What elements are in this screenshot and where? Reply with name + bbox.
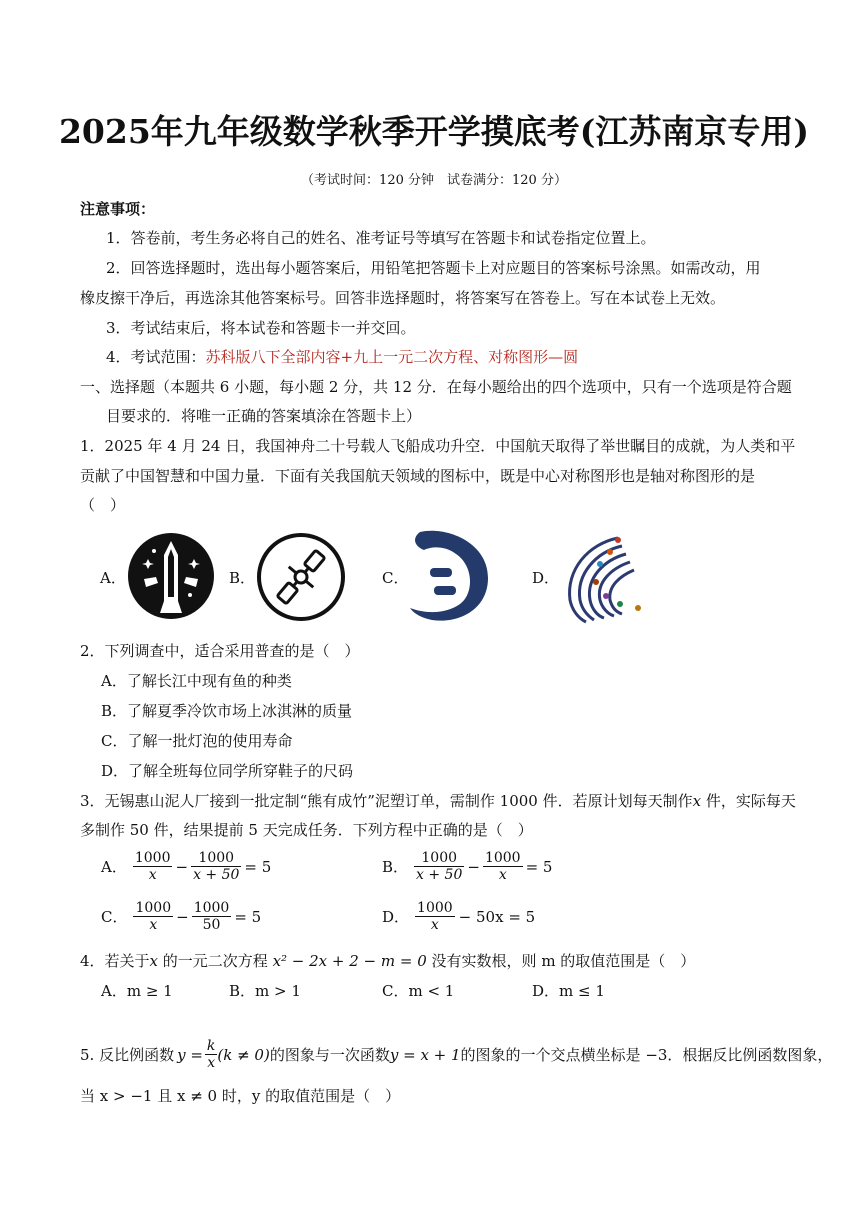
section-1-header-line-2: 目要求的．将唯一正确的答案填涂在答题卡上） (106, 407, 422, 425)
q3-b-fraction-2 (483, 850, 523, 883)
q1-stem-line-1: 1．2025 年 4 月 24 日，我国神舟二十号载人飞船成功升空．中国航天取得了举世瞩目的成就，为人类和平 (80, 437, 796, 455)
minus-sign: − (175, 857, 189, 876)
q4-stem-pre: 4．若关于 (80, 952, 150, 970)
q3-stem-line-2: 多制作 50 件，结果提前 5 天完成任务．下列方程中正确的是（ ） (80, 821, 533, 839)
numerator: 1000 (135, 900, 172, 916)
q1-option-d-label: D． (532, 569, 560, 587)
page-title: 2025年九年级数学秋季开学摸底考(江苏南京专用) (58, 112, 810, 151)
notes-heading: 注意事项： (80, 200, 156, 218)
q5-fraction (205, 1038, 217, 1071)
q4-stem-mid: 的一元二次方程 (158, 952, 273, 970)
note-4-prefix: 4．考试范围： (106, 348, 206, 366)
q4-equation: x² − 2x + 2 − m = 0 (272, 952, 427, 970)
q1-stem-line-3: （ ） (80, 496, 126, 514)
q2-option-d: D．了解全班每位同学所穿鞋子的尺码 (101, 762, 354, 780)
q4-var-x: x (149, 952, 159, 970)
denominator: x (498, 867, 507, 883)
denominator: x + 50 (416, 867, 463, 883)
q3-a-fraction-2 (191, 850, 241, 883)
numerator: 1000 (193, 900, 230, 916)
q5-func-lhs: y = (177, 1045, 203, 1064)
q3-option-d (382, 900, 535, 933)
numerator: k (206, 1038, 216, 1054)
q4-option-d: D．m ≤ 1 (532, 982, 605, 1000)
q3-a-fraction-1 (133, 850, 173, 883)
q2-option-c: C．了解一批灯泡的使用寿命 (101, 732, 293, 750)
numerator: 1000 (191, 850, 241, 867)
equals-rhs: = 5 (234, 907, 262, 926)
exam-info: （考试时间：120 分钟 试卷满分：120 分） (301, 173, 567, 188)
rocket-logo-icon (126, 531, 216, 621)
denominator: 50 (202, 917, 221, 933)
q1-option-b-label: B． (229, 569, 256, 587)
q3-option-a-label: A． (101, 858, 127, 876)
q1-option-c-label: C． (382, 569, 409, 587)
note-2-line-2: 橡皮擦干净后，再选涂其他答案标号。回答非选择题时，将答案写在答卷上。写在本试卷上无效。 (80, 289, 726, 307)
denominator: x (149, 917, 158, 933)
numerator: 1000 (417, 900, 453, 916)
q3-stem-pre: 3．无锡惠山泥人厂接到一批定制“熊有成竹”泥塑订单，需制作 1000 件．若原计划每天制作 (80, 792, 693, 810)
section-1-header-line-1: 一、选择题（本题共 6 小题，每小题 2 分，共 12 分．在每小题给出的四个选项中，只有一个选项是符合题 (80, 378, 792, 396)
q3-option-b (382, 850, 552, 883)
d-tail-expression: − 50x = 5 (458, 907, 536, 926)
q3-option-b-label: B． (382, 858, 409, 876)
q4-option-b: B．m > 1 (229, 982, 301, 1000)
numerator: 1000 (414, 850, 464, 867)
q1-stem-line-2: 贡献了中国智慧和中国力量．下面有关我国航天领域的图标中，既是中心对称图形也是轴对称图形的是 (80, 467, 756, 485)
q5-pre: 5. 反比例函数 (80, 1046, 175, 1064)
q2-option-b: B．了解夏季冷饮市场上冰淇淋的质量 (101, 702, 353, 720)
equals-rhs: = 5 (244, 857, 272, 876)
note-2-line-1: 2．回答选择题时，选出每小题答案后，用铅笔把答题卡上对应题目的答案标号涂黑。如需改动，用 (106, 259, 761, 277)
numerator: 1000 (484, 850, 521, 866)
q3-var-x: x (692, 792, 702, 810)
q3-stem-post: 件，实际每天 (701, 792, 796, 810)
denominator: x (148, 867, 157, 883)
q3-option-c (101, 900, 261, 933)
q3-option-d-label: D． (382, 908, 410, 926)
orbit-logo-icon (558, 530, 650, 626)
q3-stem-line-1 (80, 791, 796, 811)
minus-sign: − (176, 907, 189, 926)
q3-c-fraction-2 (192, 900, 232, 933)
q3-d-fraction-1 (415, 900, 455, 933)
q3-b-fraction-1 (414, 850, 464, 883)
q2-stem: 2．下列调查中，适合采用普查的是（ ） (80, 642, 360, 660)
q3-c-fraction-1 (133, 900, 173, 933)
denominator: x (207, 1055, 216, 1071)
chang-e-brush-logo-icon (406, 524, 496, 626)
denominator: x + 50 (193, 867, 240, 883)
note-1: 1．答卷前，考生务必将自己的姓名、准考证号等填写在答题卡和试卷指定位置上。 (106, 229, 656, 247)
q3-option-c-label: C． (101, 908, 128, 926)
q2-option-a: A．了解长江中现有鱼的种类 (101, 672, 292, 690)
q4-option-c: C．m < 1 (382, 982, 455, 1000)
q5-stem-line-1 (80, 1038, 832, 1071)
q3-option-a (101, 850, 271, 883)
equals-rhs: = 5 (525, 857, 553, 876)
satellite-logo-icon (255, 531, 347, 623)
q5-post: 的图象的一个交点横坐标是 −3．根据反比例函数图象， (460, 1046, 833, 1064)
q4-stem (80, 951, 695, 971)
note-4 (106, 347, 578, 367)
q5-linear: y = x + 1 (389, 1045, 461, 1064)
q5-mid: 的图象与一次函数 (269, 1046, 390, 1064)
q1-option-a-label: A． (100, 569, 126, 587)
q5-condition: (k ≠ 0) (217, 1045, 270, 1064)
note-3: 3．考试结束后，将本试卷和答题卡一并交回。 (106, 319, 416, 337)
q5-stem-line-2: 当 x > −1 且 x ≠ 0 时，y 的取值范围是（ ） (80, 1087, 401, 1105)
q4-stem-post: 没有实数根，则 m 的取值范围是（ ） (426, 952, 696, 970)
numerator: 1000 (134, 850, 171, 866)
denominator: x (430, 917, 439, 933)
minus-sign: − (467, 857, 480, 876)
exam-scope: 苏科版八下全部内容+九上一元二次方程、对称图形—圆 (205, 348, 579, 366)
q4-option-a: A．m ≥ 1 (101, 982, 173, 1000)
